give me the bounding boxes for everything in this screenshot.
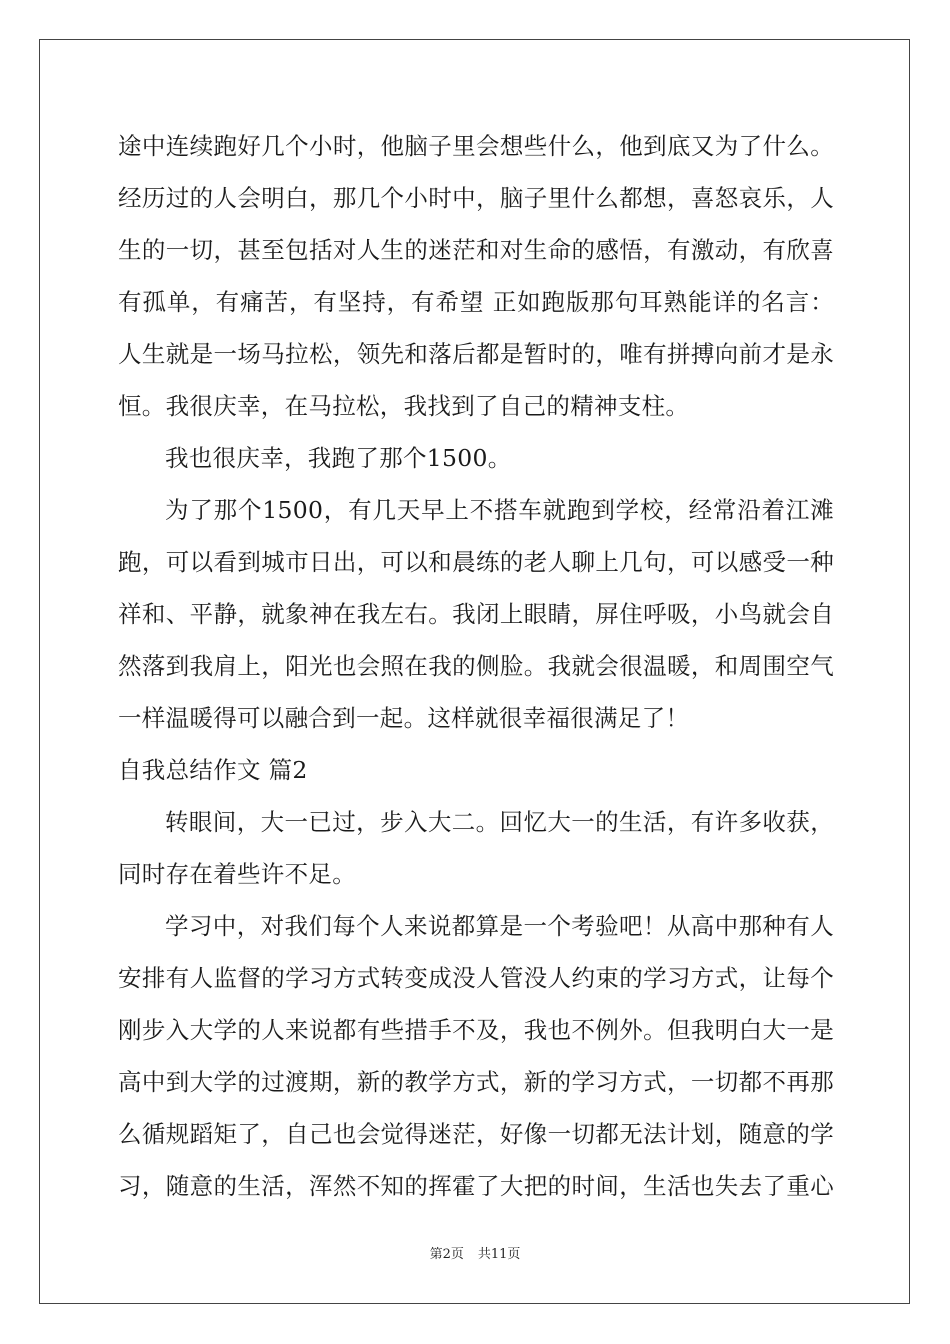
paragraph-first-line: 学习中，对我们每个人来说都算是一个考验吧！从高中那种有人: [165, 912, 834, 940]
text-line: 刚步入大学的人来说都有些措手不及，我也不例外。但我明白大一是: [118, 1016, 834, 1044]
text-line: 经历过的人会明白，那几个小时中，脑子里什么都想，喜怒哀乐，人: [118, 184, 834, 212]
page-total: 共11页: [477, 1247, 521, 1262]
text-line: 途中连续跑好几个小时，他脑子里会想些什么，他到底又为了什么。: [118, 132, 834, 160]
paragraph-end-line: 同时存在着些许不足。: [118, 860, 356, 888]
text-line: 跑，可以看到城市日出，可以和晨练的老人聊上几句，可以感受一种: [118, 548, 834, 576]
text-line: 生的一切，甚至包括对人生的迷茫和对生命的感悟，有激动，有欣喜: [118, 236, 834, 264]
text-line: 高中到大学的过渡期，新的教学方式，新的学习方式，一切都不再那: [118, 1068, 834, 1096]
text-line: 然落到我肩上，阳光也会照在我的侧脸。我就会很温暖，和周围空气: [118, 652, 834, 680]
text-line: 有孤单，有痛苦，有坚持，有希望 正如跑版那句耳熟能详的名言：: [118, 288, 834, 316]
paragraph-first-line: 为了那个1500，有几天早上不搭车就跑到学校，经常沿着江滩: [165, 496, 834, 524]
paragraph-end-line: 恒。我很庆幸，在马拉松，我找到了自己的精神支柱。: [118, 392, 690, 420]
page-number: 第2页: [429, 1247, 464, 1262]
text-line: 人生就是一场马拉松，领先和落后都是暂时的，唯有拼搏向前才是永: [118, 340, 834, 368]
page-footer: [0, 1245, 950, 1265]
section-heading: 自我总结作文 篇2: [118, 756, 308, 784]
paragraph-first-line: 我也很庆幸，我跑了那个1500。: [165, 444, 512, 472]
paragraph-end-line: 一样温暖得可以融合到一起。这样就很幸福很满足了！: [118, 704, 690, 732]
text-line: 祥和、平静，就象神在我左右。我闭上眼睛，屏住呼吸，小鸟就会自: [118, 600, 834, 628]
paragraph-first-line: 转眼间，大一已过，步入大二。回忆大一的生活，有许多收获，: [165, 808, 834, 836]
text-line: 习，随意的生活，浑然不知的挥霍了大把的时间，生活也失去了重心: [118, 1172, 834, 1200]
text-line: 安排有人监督的学习方式转变成没人管没人约束的学习方式，让每个: [118, 964, 834, 992]
text-line: 么循规蹈矩了，自己也会觉得迷茫，好像一切都无法计划，随意的学: [118, 1120, 834, 1148]
